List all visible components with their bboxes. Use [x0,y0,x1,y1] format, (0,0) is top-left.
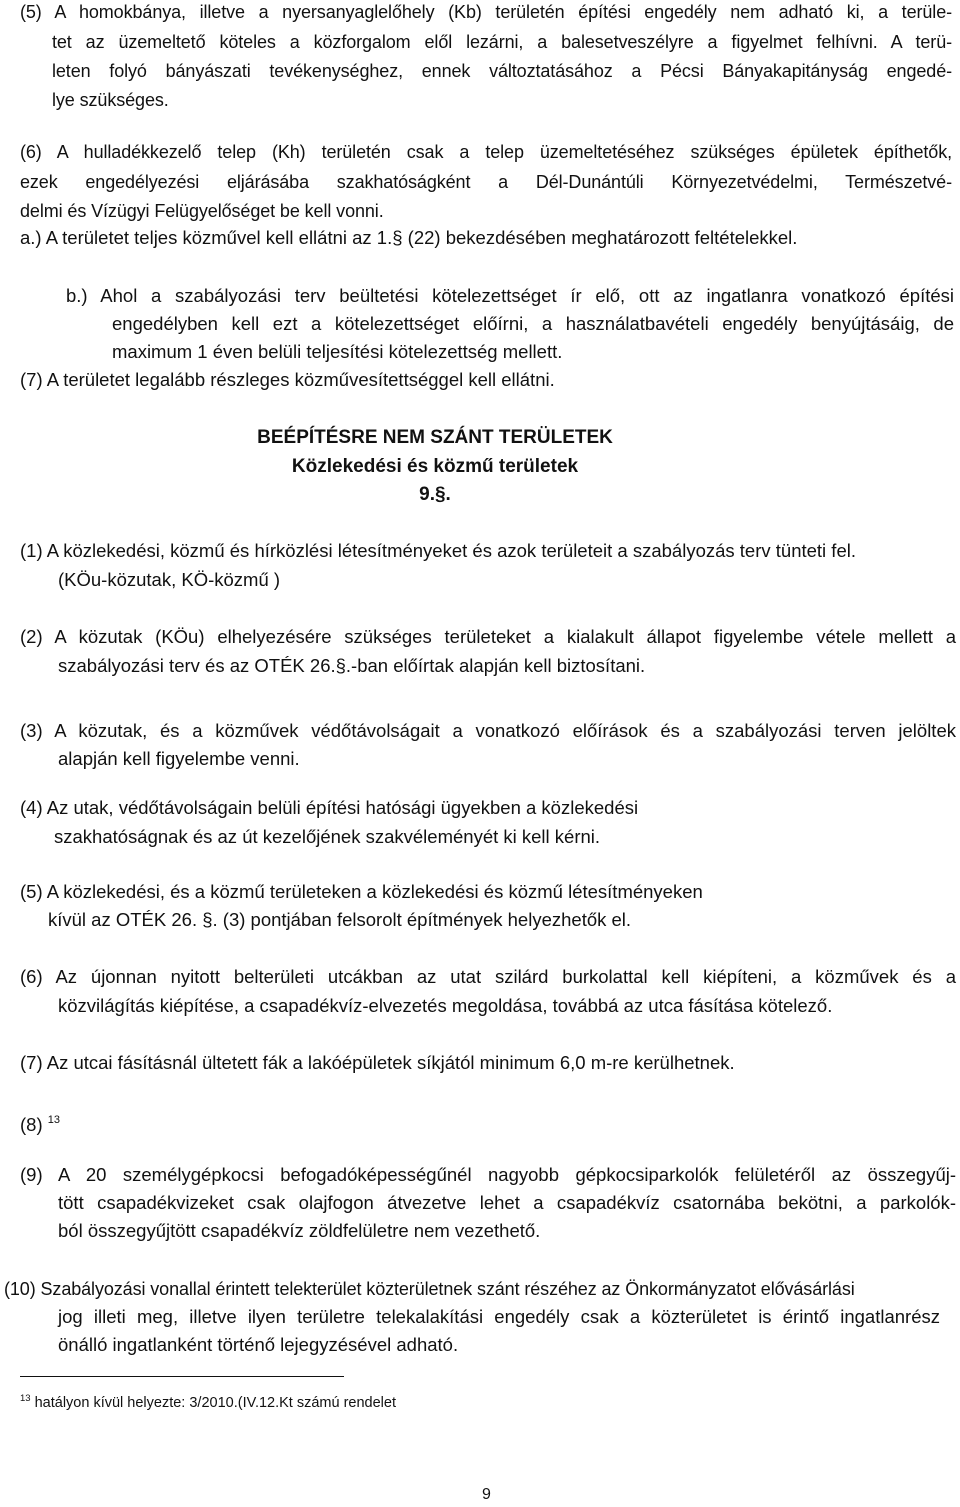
item-5-line-1: (5) A közlekedési, és a közmű területeken a közlekedési és közmű létesítményeken [20,881,703,902]
footnote-divider [20,1376,344,1377]
item-4-line-1: (4) Az utak, védőtávolságain belüli építési hatósági ügyekben a közlekedési [20,797,639,818]
paragraph-5-line-3: leten folyó bányászati tevékenységhez, ennek változtatásához a Pécsi Bányakapitányság engedé- [52,61,952,81]
item-2-line-2: szabályozási terv és az OTÉK 26.§.-ban előírtak alapján kell biztosítani. [58,655,646,676]
item-3-line-2: alapján kell figyelembe venni. [58,748,300,769]
item-9-line-1: (9) A 20 személygépkocsi befogadóképességűnél nagyobb gépkocsiparkolók felületéről az összegyűj- [20,1164,956,1185]
footnote-reference[interactable]: 13 [47,1114,61,1126]
footnote [20,1393,396,1411]
item-10-line-1: (10) Szabályozási vonallal érintett telekterület közterületnek szánt részéhez az Önkormányzatot elővásárlási [4,1279,855,1299]
section-subtitle: Közlekedési és közmű területek [291,456,579,477]
item-7: (7) Az utcai fásításnál ültetett fák a lakóépületek síkjától minimum 6,0 m-re kerülhetnek. [20,1052,735,1073]
item-5-line-2: kívül az OTÉK 26. §. (3) pontjában felsorolt építmények helyezhetők el. [48,909,632,930]
item-1-line-1: (1) A közlekedési, közmű és hírközlési létesítményeket és azok területeit a szabályozás terv tünteti fel. [20,540,856,561]
section-title: BEÉPÍTÉSRE NEM SZÁNT TERÜLETEK [257,427,613,448]
item-3-line-1: (3) A közutak, és a közművek védőtávolságait a vonatkozó előírások és a szabályozási terven jelöltek [20,720,956,741]
item-9-line-2: tött csapadékvizeket csak olajfogon átvezetve lehet a csapadékvíz csatornába bekötni, a parkolók- [58,1192,956,1213]
paragraph-6-item-b-line-2: engedélyben kell ezt a kötelezettséget előírni, a használatbavételi engedély benyújtásáig, de [112,313,954,334]
item-2-line-1: (2) A közutak (KÖu) elhelyezésére szükséges területeket a kialakult állapot figyelembe vétele mellett a [20,626,956,647]
paragraph-5-line-1: (5) A homokbánya, illetve a nyersanyaglelőhely (Kb) területén építési engedély nem adható ki, a terüle- [20,2,952,22]
item-9-line-3: ból összegyűjtött csapadékvíz zöldfelületre nem vezethető. [58,1220,541,1241]
paragraph-6-item-a: a.) A területet teljes közművel kell ellátni az 1.§ (22) bekezdésében meghatározott feltételekkel. [20,227,798,248]
paragraph-5-line-4: lye szükséges. [52,90,169,110]
paragraph-6-item-b-line-1: b.) Ahol a szabályozási terv beültetési kötelezettséget ír elő, ott az ingatlanra vonatkozó építési [66,285,954,306]
item-6-line-2: közvilágítás kiépítése, a csapadékvíz-elvezetés megoldása, továbbá az utca fásítása kötelező. [58,995,833,1016]
section-number: 9.§. [419,484,451,505]
paragraph-6-line-1: (6) A hulladékkezelő telep (Kh) területén csak a telep üzemeltetéséhez szükséges épületek építhetők, [20,142,952,162]
item-10-line-3: önálló ingatlanként történő lejegyzésével adható. [58,1334,459,1355]
item-6-line-1: (6) Az újonnan nyitott belterületi utcákban az utat szilárd burkolattal kell kiépíteni, a közművek és a [20,966,956,987]
item-1-line-2: (KÖu-közutak, KÖ-közmű ) [58,569,281,590]
paragraph-6-item-b-line-3: maximum 1 éven belüli teljesítési kötelezettség mellett. [112,341,563,362]
footnote-number: 13 [20,1393,31,1404]
item-10-line-2: jog illeti meg, illetve ilyen területre telekalakítási engedély csak a közterületet is érintő ingatlanrész [58,1306,940,1327]
page-number: 9 [482,1486,491,1503]
item-8-label: (8) [20,1114,43,1135]
paragraph-6-line-2: ezek engedélyezési eljárásába szakhatóságként a Dél-Dunántúli Környezetvédelmi, Természetvé- [20,172,952,192]
paragraph-5-line-2: tet az üzemeltető köteles a közforgalom elől lezárni, a balesetveszélyre a figyelmet felhívni. A terü- [52,32,952,52]
item-4-line-2: szakhatóságnak és az út kezelőjének szakvéleményét ki kell kérni. [54,826,601,847]
paragraph-6-line-3: delmi és Vízügyi Felügyelőséget be kell vonni. [20,201,384,221]
footnote-text: hatályon kívül helyezte: 3/2010.(IV.12.Kt számú rendelet [34,1395,396,1411]
item-8 [20,1109,60,1136]
paragraph-7: (7) A területet legalább részleges közművesítettséggel kell ellátni. [20,369,555,390]
